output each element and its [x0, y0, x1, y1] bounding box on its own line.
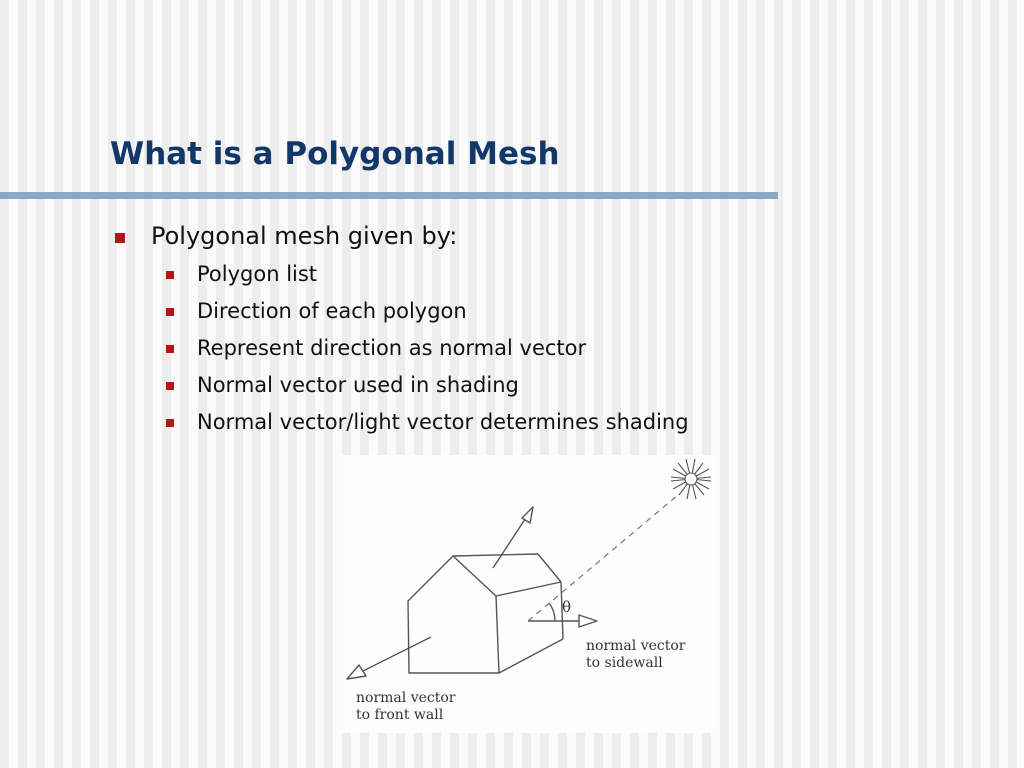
bullet-main: Polygonal mesh given by:	[151, 222, 458, 250]
bullet-marker	[115, 233, 125, 243]
sub-bullet-1: Polygon list	[197, 262, 318, 286]
slide-title: What is a Polygonal Mesh	[110, 136, 560, 172]
frontwall-caption	[356, 690, 455, 724]
sub-bullet-marker	[166, 345, 174, 353]
frontwall-caption-line-1: normal vector	[356, 690, 456, 706]
sub-bullet-5: Normal vector/light vector determines shading	[197, 410, 689, 434]
sub-bullet-2: Direction of each polygon	[197, 299, 467, 323]
roof-back	[538, 554, 561, 582]
frontwall-normal-arrow	[363, 637, 431, 671]
sub-bullet-3: Represent direction as normal vector	[197, 336, 587, 360]
angle-arc	[549, 603, 555, 621]
sidewall-caption-line-1: normal vector	[586, 638, 686, 654]
roof-edge	[496, 582, 561, 596]
sidewall-normal-head	[579, 615, 597, 627]
polygon-normal-diagram	[341, 455, 717, 733]
sub-bullet-marker	[166, 419, 174, 427]
sidewall-caption-line-2: to sidewall	[586, 655, 663, 671]
title-divider	[0, 192, 778, 199]
sidewall-caption	[586, 638, 685, 672]
sub-bullet-marker	[166, 271, 174, 279]
angle-label: θ	[562, 598, 572, 616]
sub-bullet-4: Normal vector used in shading	[197, 373, 519, 397]
sub-bullet-marker	[166, 308, 174, 316]
sub-bullet-marker	[166, 382, 174, 390]
frontwall-caption-line-2: to front wall	[356, 707, 444, 723]
light-source-icon	[671, 459, 711, 499]
front-wall-polygon	[408, 556, 499, 673]
frontwall-normal-head	[347, 665, 366, 679]
light-vector	[528, 495, 678, 621]
roof-ridge	[453, 554, 538, 556]
sidewall-bottom	[499, 639, 563, 673]
